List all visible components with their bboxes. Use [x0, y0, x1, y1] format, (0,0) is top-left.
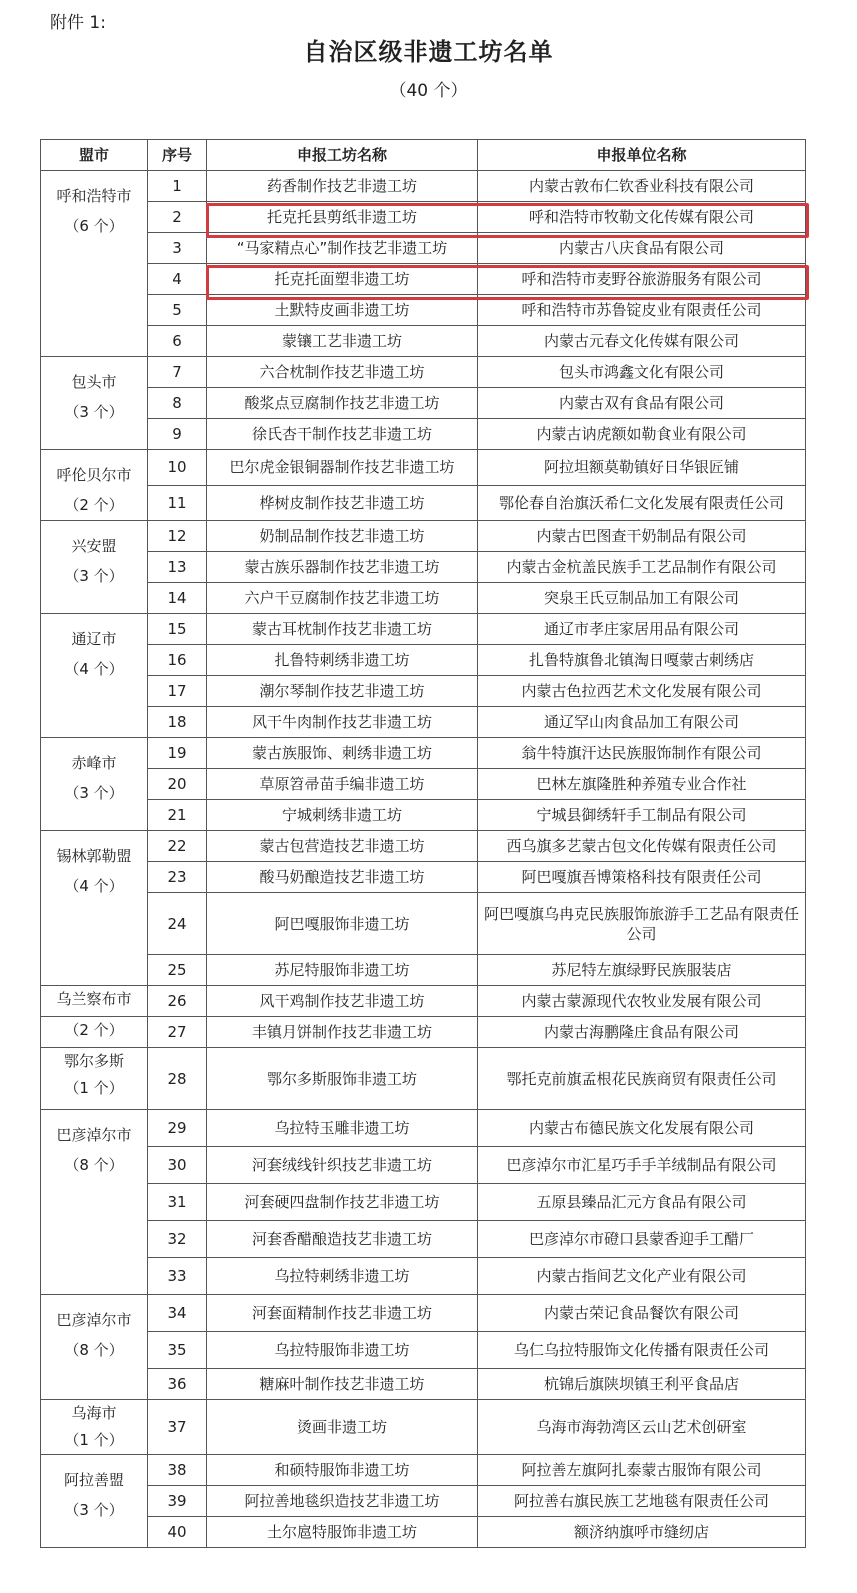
table-row — [41, 831, 806, 862]
workshop-name: 蒙镶工艺非遗工坊 — [207, 326, 478, 357]
table-row — [41, 357, 806, 388]
workshop-name: 阿拉善地毯织造技艺非遗工坊 — [207, 1486, 478, 1517]
table-row — [41, 233, 806, 264]
workshop-name: 蒙古族服饰、刺绣非遗工坊 — [207, 738, 478, 769]
unit-name: 内蒙古蒙源现代农牧业发展有限公司 — [478, 986, 806, 1017]
unit-name: 巴彦淖尔市汇星巧手手羊绒制品有限公司 — [478, 1147, 806, 1184]
table-row — [41, 1369, 806, 1400]
row-number: 3 — [148, 233, 207, 264]
workshop-name: 桦树皮制作技艺非遗工坊 — [207, 485, 478, 521]
workshop-name: 巴尔虎金银铜器制作技艺非遗工坊 — [207, 450, 478, 486]
row-number: 12 — [148, 521, 207, 552]
workshop-name: 乌拉特服饰非遗工坊 — [207, 1332, 478, 1369]
city-group-cell — [41, 357, 148, 450]
city-group-cell — [41, 450, 148, 521]
table-row — [41, 1400, 806, 1455]
table-row — [41, 450, 806, 486]
table-row — [41, 419, 806, 450]
workshop-name: 河套面精制作技艺非遗工坊 — [207, 1295, 478, 1332]
document-subtitle: （40 个） — [389, 81, 468, 101]
unit-name: 内蒙古海鹏隆庄食品有限公司 — [478, 1017, 806, 1048]
table-header-row — [41, 140, 806, 171]
row-number: 4 — [148, 264, 207, 295]
row-number: 10 — [148, 450, 207, 486]
table-row — [41, 1486, 806, 1517]
unit-name: 鄂托克前旗孟根花民族商贸有限责任公司 — [478, 1048, 806, 1110]
workshop-name: 草原笤帚苗手编非遗工坊 — [207, 769, 478, 800]
table-row — [41, 1517, 806, 1548]
unit-name: 通辽市孝庄家居用品有限公司 — [478, 614, 806, 645]
unit-name: 包头市鸿鑫文化有限公司 — [478, 357, 806, 388]
table-row — [41, 171, 806, 202]
row-number: 37 — [148, 1400, 207, 1455]
row-number: 35 — [148, 1332, 207, 1369]
unit-name: 鄂伦春自治旗沃希仁文化发展有限责任公司 — [478, 485, 806, 521]
city-count: （8 个） — [64, 1156, 124, 1174]
city-name: 乌兰察布市 — [56, 990, 132, 1008]
unit-name: 翁牛特旗汗达民族服饰制作有限公司 — [478, 738, 806, 769]
row-number: 31 — [148, 1184, 207, 1221]
city-group-cell — [41, 614, 148, 738]
row-number: 7 — [148, 357, 207, 388]
workshop-name: 烫画非遗工坊 — [207, 1400, 478, 1455]
unit-name: 内蒙古金杭盖民族手工艺品制作有限公司 — [478, 552, 806, 583]
column-header-workshop: 申报工坊名称 — [207, 140, 478, 171]
workshop-name: 托克托县剪纸非遗工坊 — [207, 202, 478, 233]
city-group-cell — [41, 1400, 148, 1455]
row-number: 27 — [148, 1017, 207, 1048]
workshop-name: 风干牛肉制作技艺非遗工坊 — [207, 707, 478, 738]
city-name: 乌海市 — [71, 1404, 117, 1422]
unit-name: 巴彦淖尔市磴口县蒙香迎手工醋厂 — [478, 1221, 806, 1258]
workshop-name: 鄂尔多斯服饰非遗工坊 — [207, 1048, 478, 1110]
city-name: 呼伦贝尔市 — [56, 466, 132, 484]
row-number: 15 — [148, 614, 207, 645]
unit-name: 西乌旗多艺蒙古包文化传媒有限责任公司 — [478, 831, 806, 862]
table-row — [41, 1110, 806, 1147]
unit-name: 内蒙古色拉西艺术文化发展有限公司 — [478, 676, 806, 707]
unit-name: 宁城县御绣轩手工制品有限公司 — [478, 800, 806, 831]
city-group-cell — [41, 986, 148, 1017]
unit-name: 呼和浩特市苏鲁锭皮业有限责任公司 — [478, 295, 806, 326]
unit-name: 呼和浩特市牧勒文化传媒有限公司 — [478, 202, 806, 233]
city-group-cell — [41, 521, 148, 614]
city-count: （2 个） — [64, 496, 124, 514]
table-row — [41, 202, 806, 233]
city-group-cell — [41, 171, 148, 357]
table-row — [41, 583, 806, 614]
table-row — [41, 1455, 806, 1486]
city-count: （2 个） — [64, 1021, 124, 1039]
workshop-name: 六户干豆腐制作技艺非遗工坊 — [207, 583, 478, 614]
table-row — [41, 738, 806, 769]
unit-name: 五原县臻品汇元方食品有限公司 — [478, 1184, 806, 1221]
table-row — [41, 326, 806, 357]
column-header-unit: 申报单位名称 — [478, 140, 806, 171]
city-name: 呼和浩特市 — [56, 187, 132, 205]
attachment-label: 附件 1: — [50, 13, 106, 33]
row-number: 17 — [148, 676, 207, 707]
row-number: 29 — [148, 1110, 207, 1147]
row-number: 21 — [148, 800, 207, 831]
unit-name: 阿拉善左旗阿扎泰蒙古服饰有限公司 — [478, 1455, 806, 1486]
unit-name: 巴林左旗隆胜种养殖专业合作社 — [478, 769, 806, 800]
table-row — [41, 707, 806, 738]
workshop-name: 六合枕制作技艺非遗工坊 — [207, 357, 478, 388]
workshop-name: 和硕特服饰非遗工坊 — [207, 1455, 478, 1486]
unit-name: 阿巴嘎旗乌冉克民族服饰旅游手工艺品有限责任公司 — [478, 893, 806, 955]
city-group-cell — [41, 738, 148, 831]
row-number: 20 — [148, 769, 207, 800]
row-number: 9 — [148, 419, 207, 450]
workshop-name: “马家精点心”制作技艺非遗工坊 — [207, 233, 478, 264]
city-group-cell — [41, 1455, 148, 1548]
table-row — [41, 388, 806, 419]
unit-name: 内蒙古双有食品有限公司 — [478, 388, 806, 419]
city-count: （3 个） — [64, 567, 124, 585]
table-row — [41, 800, 806, 831]
unit-name: 内蒙古敦布仁钦香业科技有限公司 — [478, 171, 806, 202]
unit-name: 乌海市海勃湾区云山艺术创研室 — [478, 1400, 806, 1455]
workshop-name: 乌拉特玉雕非遗工坊 — [207, 1110, 478, 1147]
workshop-name: 扎鲁特刺绣非遗工坊 — [207, 645, 478, 676]
table-row — [41, 955, 806, 986]
city-name: 锡林郭勒盟 — [56, 847, 132, 865]
table-row — [41, 485, 806, 521]
workshop-name: 乌拉特刺绣非遗工坊 — [207, 1258, 478, 1295]
table-row — [41, 521, 806, 552]
city-count: （4 个） — [64, 660, 124, 678]
row-number: 36 — [148, 1369, 207, 1400]
row-number: 26 — [148, 986, 207, 1017]
column-header-number: 序号 — [148, 140, 207, 171]
city-count: （1 个） — [64, 1431, 124, 1449]
row-number: 16 — [148, 645, 207, 676]
workshop-table — [40, 139, 806, 1548]
city-name: 巴彦淖尔市 — [56, 1311, 132, 1329]
row-number: 1 — [148, 171, 207, 202]
unit-name: 内蒙古八庆食品有限公司 — [478, 233, 806, 264]
unit-name: 内蒙古布德民族文化发展有限公司 — [478, 1110, 806, 1147]
row-number: 24 — [148, 893, 207, 955]
table-row — [41, 1221, 806, 1258]
column-header-city: 盟市 — [41, 140, 148, 171]
row-number: 32 — [148, 1221, 207, 1258]
unit-name: 苏尼特左旗绿野民族服装店 — [478, 955, 806, 986]
unit-name: 内蒙古巴图查干奶制品有限公司 — [478, 521, 806, 552]
unit-name: 呼和浩特市麦野谷旅游服务有限公司 — [478, 264, 806, 295]
city-count: （6 个） — [64, 217, 124, 235]
workshop-name: 土默特皮画非遗工坊 — [207, 295, 478, 326]
table-row — [41, 552, 806, 583]
city-count: （3 个） — [64, 784, 124, 802]
workshop-name: 徐氏杏干制作技艺非遗工坊 — [207, 419, 478, 450]
city-group-cell — [41, 1048, 148, 1110]
row-number: 39 — [148, 1486, 207, 1517]
city-name: 巴彦淖尔市 — [56, 1126, 132, 1144]
table-row — [41, 614, 806, 645]
table-row — [41, 769, 806, 800]
unit-name: 额济纳旗呼市缝纫店 — [478, 1517, 806, 1548]
workshop-name: 酸浆点豆腐制作技艺非遗工坊 — [207, 388, 478, 419]
unit-name: 突泉王氏豆制品加工有限公司 — [478, 583, 806, 614]
city-name: 通辽市 — [71, 630, 117, 648]
unit-name: 阿拉坦额莫勒镇好日华银匠铺 — [478, 450, 806, 486]
table-row — [41, 264, 806, 295]
row-number: 14 — [148, 583, 207, 614]
row-number: 11 — [148, 485, 207, 521]
row-number: 25 — [148, 955, 207, 986]
unit-name: 杭锦后旗陕坝镇王利平食品店 — [478, 1369, 806, 1400]
workshop-name: 河套硬四盘制作技艺非遗工坊 — [207, 1184, 478, 1221]
unit-name: 阿巴嘎旗吾博策格科技有限责任公司 — [478, 862, 806, 893]
workshop-name: 酸马奶酿造技艺非遗工坊 — [207, 862, 478, 893]
workshop-name: 宁城刺绣非遗工坊 — [207, 800, 478, 831]
unit-name: 阿拉善右旗民族工艺地毯有限责任公司 — [478, 1486, 806, 1517]
workshop-name: 丰镇月饼制作技艺非遗工坊 — [207, 1017, 478, 1048]
city-name: 包头市 — [71, 373, 117, 391]
table-row — [41, 1258, 806, 1295]
workshop-name: 河套香醋酿造技艺非遗工坊 — [207, 1221, 478, 1258]
unit-name: 内蒙古元春文化传媒有限公司 — [478, 326, 806, 357]
table-row — [41, 1332, 806, 1369]
row-number: 40 — [148, 1517, 207, 1548]
city-group-cell — [41, 831, 148, 986]
row-number: 6 — [148, 326, 207, 357]
workshop-name: 阿巴嘎服饰非遗工坊 — [207, 893, 478, 955]
row-number: 34 — [148, 1295, 207, 1332]
row-number: 28 — [148, 1048, 207, 1110]
workshop-name: 蒙古族乐器制作技艺非遗工坊 — [207, 552, 478, 583]
row-number: 22 — [148, 831, 207, 862]
table-row — [41, 1295, 806, 1332]
row-number: 19 — [148, 738, 207, 769]
workshop-name: 药香制作技艺非遗工坊 — [207, 171, 478, 202]
table-row — [41, 893, 806, 955]
workshop-name: 苏尼特服饰非遗工坊 — [207, 955, 478, 986]
table-body — [41, 171, 806, 1548]
table-row — [41, 1048, 806, 1110]
workshop-name: 蒙古耳枕制作技艺非遗工坊 — [207, 614, 478, 645]
workshop-name: 河套绒线针织技艺非遗工坊 — [207, 1147, 478, 1184]
city-count: （8 个） — [64, 1341, 124, 1359]
workshop-name: 蒙古包营造技艺非遗工坊 — [207, 831, 478, 862]
city-count: （3 个） — [64, 403, 124, 421]
table-row — [41, 862, 806, 893]
row-number: 23 — [148, 862, 207, 893]
unit-name: 乌仁乌拉特服饰文化传播有限责任公司 — [478, 1332, 806, 1369]
table-row — [41, 676, 806, 707]
city-group-cell — [41, 1295, 148, 1400]
row-number: 33 — [148, 1258, 207, 1295]
table-row — [41, 645, 806, 676]
row-number: 8 — [148, 388, 207, 419]
workshop-name: 托克托面塑非遗工坊 — [207, 264, 478, 295]
workshop-name: 奶制品制作技艺非遗工坊 — [207, 521, 478, 552]
city-group-cell — [41, 1110, 148, 1295]
unit-name: 内蒙古讷虎额如勒食业有限公司 — [478, 419, 806, 450]
table-row — [41, 1184, 806, 1221]
row-number: 2 — [148, 202, 207, 233]
table-row — [41, 1147, 806, 1184]
row-number: 30 — [148, 1147, 207, 1184]
city-name: 鄂尔多斯 — [63, 1052, 124, 1070]
row-number: 18 — [148, 707, 207, 738]
workshop-name: 潮尔琴制作技艺非遗工坊 — [207, 676, 478, 707]
unit-name: 通辽罕山肉食品加工有限公司 — [478, 707, 806, 738]
city-name: 赤峰市 — [71, 754, 117, 772]
workshop-name: 土尔扈特服饰非遗工坊 — [207, 1517, 478, 1548]
city-count: （1 个） — [64, 1079, 124, 1097]
document-title: 自治区级非遗工坊名单 — [303, 38, 554, 66]
city-group-cell — [41, 1017, 148, 1048]
city-name: 阿拉善盟 — [63, 1471, 124, 1489]
unit-name: 内蒙古指间艺文化产业有限公司 — [478, 1258, 806, 1295]
row-number: 5 — [148, 295, 207, 326]
workshop-name: 风干鸡制作技艺非遗工坊 — [207, 986, 478, 1017]
table-row — [41, 295, 806, 326]
city-name: 兴安盟 — [71, 537, 117, 555]
unit-name: 内蒙古荣记食品餐饮有限公司 — [478, 1295, 806, 1332]
row-number: 38 — [148, 1455, 207, 1486]
table-row — [41, 986, 806, 1017]
unit-name: 扎鲁特旗鲁北镇淘日嘎蒙古刺绣店 — [478, 645, 806, 676]
row-number: 13 — [148, 552, 207, 583]
city-count: （4 个） — [64, 877, 124, 895]
table-row — [41, 1017, 806, 1048]
workshop-name: 糖麻叶制作技艺非遗工坊 — [207, 1369, 478, 1400]
city-count: （3 个） — [64, 1501, 124, 1519]
